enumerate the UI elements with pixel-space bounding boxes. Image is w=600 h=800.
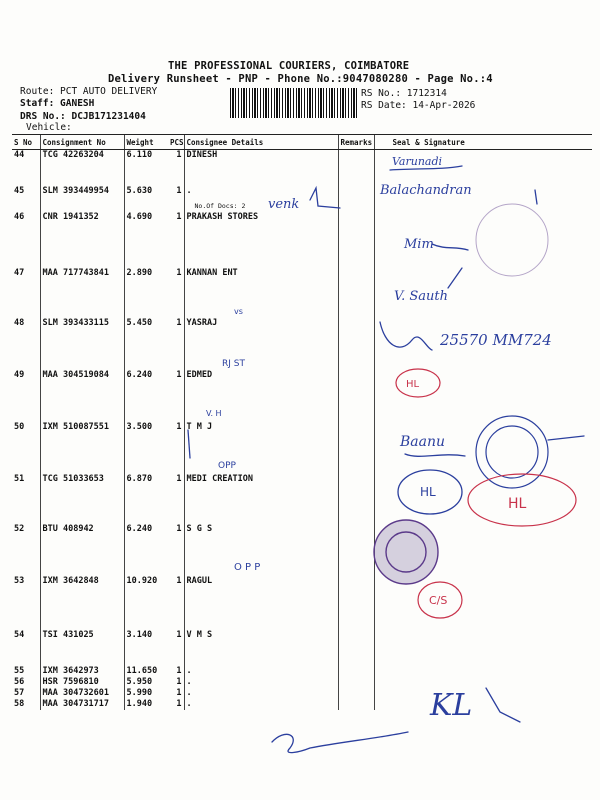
row-sno: 53 [14,575,25,586]
drs-label: DRS No.: DCJB171231404 [20,111,146,122]
row-sno: 52 [14,523,25,534]
row-signature [374,268,592,318]
row-signature [374,524,592,576]
row-sno: 51 [14,473,25,484]
col-weight: Weight [124,135,168,150]
row-consignee [184,186,338,212]
table-row [12,666,592,677]
svg-text:V. Sauth: V. Sauth [394,289,449,304]
row-consignment: TSI 431025 [40,630,124,666]
col-seal: Seal & Signature [374,135,592,150]
table-row [12,576,592,630]
row-weight: 5.990 [124,688,168,699]
runsheet-table [12,134,592,710]
row-remarks [338,630,374,666]
table-row [12,150,592,186]
vehicle-label: Vehicle: [26,122,72,133]
row-sno: 48 [14,317,25,328]
row-sno: 54 [14,629,25,640]
row-remarks [338,150,374,186]
row-pcs: 1 [176,698,182,709]
row-signature [374,474,592,524]
row-signature [374,318,592,370]
row-remarks [338,576,374,630]
table-row [12,318,592,370]
row-remarks [338,268,374,318]
row-consignment: HSR 7596810 [40,677,124,688]
row-signature [374,370,592,422]
staff-label: Staff: GANESH [20,98,95,109]
svg-text:RJ ST: RJ ST [222,359,245,369]
row-consignment: CNR 1941352 [40,212,124,268]
svg-text:V. H: V. H [206,409,222,418]
row-pcs: 1 [176,473,182,484]
table-row [12,186,592,212]
row-sno: 56 [14,676,25,687]
col-remarks: Remarks [338,135,374,150]
col-pcs: PCS [168,135,184,150]
row-signature [374,212,592,268]
row-remarks [338,677,374,688]
row-consignee: V M S [184,630,338,666]
row-weight: 6.110 [124,150,168,186]
col-consignment: Consignment No [40,135,124,150]
table-row [12,474,592,524]
row-consignment: MAA 304731717 [40,699,124,710]
row-pcs: 1 [176,421,182,432]
row-signature [374,422,592,474]
row-sno: 57 [14,687,25,698]
row-pcs: 1 [176,317,182,328]
row-remarks [338,370,374,422]
row-consignment: TCG 42263204 [40,150,124,186]
row-weight: 5.630 [124,186,168,212]
row-pcs: 1 [176,523,182,534]
row-remarks [338,666,374,677]
row-signature [374,688,592,699]
row-consignee: DINESH [184,150,338,186]
row-weight: 2.890 [124,268,168,318]
row-signature [374,630,592,666]
svg-text:HL: HL [406,379,420,390]
svg-text:HL: HL [420,485,436,499]
row-weight: 11.650 [124,666,168,677]
table-row [12,524,592,576]
barcode [230,88,358,118]
row-pcs: 1 [176,211,182,222]
row-consignee: PRAKASH STORES [184,212,338,268]
row-signature [374,186,592,212]
row-remarks [338,422,374,474]
col-sno: S No [12,135,40,150]
row-weight: 1.940 [124,699,168,710]
runsheet-subtitle: Delivery Runsheet - PNP - Phone No.:9047080280 - Page No.:4 [108,73,493,85]
row-remarks [338,212,374,268]
row-pcs: 1 [176,369,182,380]
svg-text:Varunadi: Varunadi [392,155,443,168]
row-sno: 58 [14,698,25,709]
route-label: Route: PCT AUTO DELIVERY [20,86,158,97]
row-signature [374,150,592,186]
row-remarks [338,186,374,212]
row-weight: 5.450 [124,318,168,370]
rs-number: RS No.: 1712314 [361,88,447,99]
row-consignee: RAGUL [184,576,338,630]
row-consignment: SLM 393449954 [40,186,124,212]
row-consignee: . [184,677,338,688]
row-weight: 10.920 [124,576,168,630]
rs-date: RS Date: 14-Apr-2026 [361,100,476,111]
row-sno: 47 [14,267,25,278]
docs-count: No.Of Docs: 2 [194,201,246,210]
row-consignee: MEDI CREATION [184,474,338,524]
row-consignment: TCG 51033653 [40,474,124,524]
svg-text:HL: HL [508,496,527,512]
row-remarks [338,524,374,576]
svg-text:25570 MM724: 25570 MM724 [440,331,552,349]
svg-text:KL: KL [430,688,473,723]
row-sno: 50 [14,421,25,432]
row-consignee: T M J [184,422,338,474]
row-signature [374,677,592,688]
row-pcs: 1 [176,267,182,278]
table-header-row [12,135,592,150]
table-row [12,699,592,710]
row-sno: 55 [14,665,25,676]
row-consignee: . [184,699,338,710]
row-weight: 3.140 [124,630,168,666]
table-row [12,630,592,666]
table-row [12,677,592,688]
row-sno: 49 [14,369,25,380]
row-consignment: IXM 3642848 [40,576,124,630]
svg-text:C/S: C/S [429,594,448,607]
row-weight: 5.950 [124,677,168,688]
svg-text:OPP: OPP [218,461,236,471]
row-pcs: 1 [176,629,182,640]
svg-text:Mim: Mim [404,237,434,252]
row-remarks [338,474,374,524]
row-consignee: EDMED [184,370,338,422]
table-row [12,212,592,268]
row-pcs: 1 [176,575,182,586]
col-consignee: Consignee Details [184,135,338,150]
row-consignee: . [184,666,338,677]
svg-text:vs: vs [234,307,243,316]
row-consignment: MAA 717743841 [40,268,124,318]
row-consignment: MAA 304732601 [40,688,124,699]
row-signature [374,666,592,677]
table-row [12,268,592,318]
row-consignment: MAA 304519084 [40,370,124,422]
row-consignee: KANNAN ENT [184,268,338,318]
row-weight: 6.870 [124,474,168,524]
row-sno: 46 [14,211,25,222]
consignee-name: . [186,185,192,196]
row-sno: 44 [14,150,25,160]
row-weight: 3.500 [124,422,168,474]
table-row [12,688,592,699]
row-pcs: 1 [176,150,182,160]
row-consignment: IXM 510087551 [40,422,124,474]
row-consignee: S G S [184,524,338,576]
row-remarks [338,699,374,710]
row-consignment: SLM 393433115 [40,318,124,370]
row-pcs: 1 [176,185,182,196]
row-pcs: 1 [176,665,182,676]
row-weight: 6.240 [124,524,168,576]
svg-text:venk: venk [268,197,300,212]
row-consignment: BTU 408942 [40,524,124,576]
row-signature [374,576,592,630]
table-row [12,422,592,474]
row-signature [374,699,592,710]
row-consignee: YASRAJ [184,318,338,370]
row-consignee: . [184,688,338,699]
svg-text:Baanu: Baanu [400,434,446,450]
row-weight: 4.690 [124,212,168,268]
row-weight: 6.240 [124,370,168,422]
row-pcs: 1 [176,687,182,698]
row-sno: 45 [14,185,25,196]
svg-text:O P P: O P P [234,562,261,573]
svg-text:Balachandran: Balachandran [380,183,472,198]
row-pcs: 1 [176,676,182,687]
row-remarks [338,318,374,370]
company-title: THE PROFESSIONAL COURIERS, COIMBATORE [168,60,410,72]
row-remarks [338,688,374,699]
row-consignment: IXM 3642973 [40,666,124,677]
table-row [12,370,592,422]
